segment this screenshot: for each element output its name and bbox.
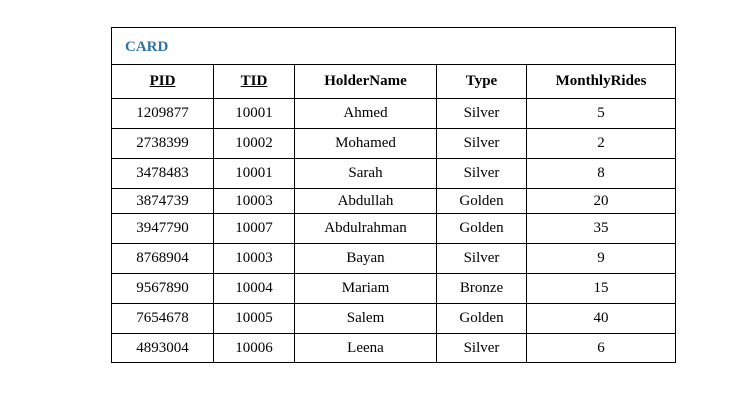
- table-row: [112, 189, 675, 214]
- cell-type: Golden: [437, 214, 527, 244]
- cell-tid: 10004: [214, 274, 295, 304]
- cell-holdername: Mohamed: [295, 129, 437, 159]
- header-row: [112, 65, 675, 99]
- cell-type: Silver: [437, 334, 527, 363]
- cell-tid: 10001: [214, 159, 295, 189]
- cell-tid: 10002: [214, 129, 295, 159]
- cell-monthlyrides: 6: [597, 339, 605, 356]
- cell-tid: 10006: [214, 334, 295, 363]
- cell-tid: 10005: [214, 304, 295, 334]
- table-row: [112, 274, 675, 304]
- cell-pid: 7654678: [112, 304, 214, 334]
- cell-monthlyrides: 9: [527, 244, 676, 274]
- table-row: [112, 129, 675, 159]
- cell-tid: 10001: [214, 99, 295, 129]
- table-row: [112, 334, 675, 363]
- cell-pid: 9567890: [112, 274, 214, 304]
- cell-pid: 3947790: [112, 214, 214, 244]
- cell-holdername: Abdullah: [295, 189, 437, 214]
- column-header-type: Type: [437, 65, 527, 99]
- cell-pid: 3478483: [112, 159, 214, 189]
- cell-pid: 1209877: [112, 99, 214, 129]
- table-title: CARD: [112, 28, 675, 65]
- cell-tid: 10003: [214, 244, 295, 274]
- cell-type: Silver: [437, 159, 527, 189]
- cell-tid: 10003: [214, 189, 295, 214]
- column-header-pid: PID: [112, 65, 214, 99]
- cell-type: Silver: [437, 99, 527, 129]
- cell-type: Golden: [437, 304, 527, 334]
- column-header-tid: TID: [214, 65, 295, 99]
- table-row: [112, 304, 675, 334]
- cell-holdername: Mariam: [295, 274, 437, 304]
- cell-monthlyrides: 8: [527, 159, 676, 189]
- table-row: [112, 159, 675, 189]
- table-row: [112, 214, 675, 244]
- cell-holdername: Sarah: [295, 159, 437, 189]
- cell-monthlyrides: 20: [527, 189, 676, 214]
- table-row: [112, 244, 675, 274]
- card-table-container: [111, 27, 676, 363]
- cell-holdername: Salem: [295, 304, 437, 334]
- cell-type: Golden: [437, 189, 527, 214]
- column-header-holdername: HolderName: [295, 65, 437, 99]
- cell-type: Silver: [437, 244, 527, 274]
- column-header-monthlyrides: MonthlyRides: [527, 65, 676, 99]
- cell-type: Bronze: [437, 274, 527, 304]
- cell-monthlyrides: 35: [527, 214, 676, 244]
- card-table: [112, 65, 675, 362]
- cell-holdername: Leena: [295, 334, 437, 363]
- cell-tid: 10007: [214, 214, 295, 244]
- cell-holdername: Bayan: [295, 244, 437, 274]
- cell-pid: 2738399: [112, 129, 214, 159]
- cell-monthlyrides: 15: [527, 274, 676, 304]
- cell-pid: 3874739: [112, 189, 214, 214]
- cell-monthlyrides: 40: [527, 304, 676, 334]
- cell-monthlyrides: 5: [527, 99, 676, 129]
- table-row: [112, 99, 675, 129]
- cell-type: Silver: [437, 129, 527, 159]
- cell-holdername: Ahmed: [295, 99, 437, 129]
- cell-pid: 4893004: [112, 334, 214, 363]
- cell-holdername: Abdulrahman: [295, 214, 437, 244]
- cell-pid: 8768904: [112, 244, 214, 274]
- cell-monthlyrides: 2: [527, 129, 676, 159]
